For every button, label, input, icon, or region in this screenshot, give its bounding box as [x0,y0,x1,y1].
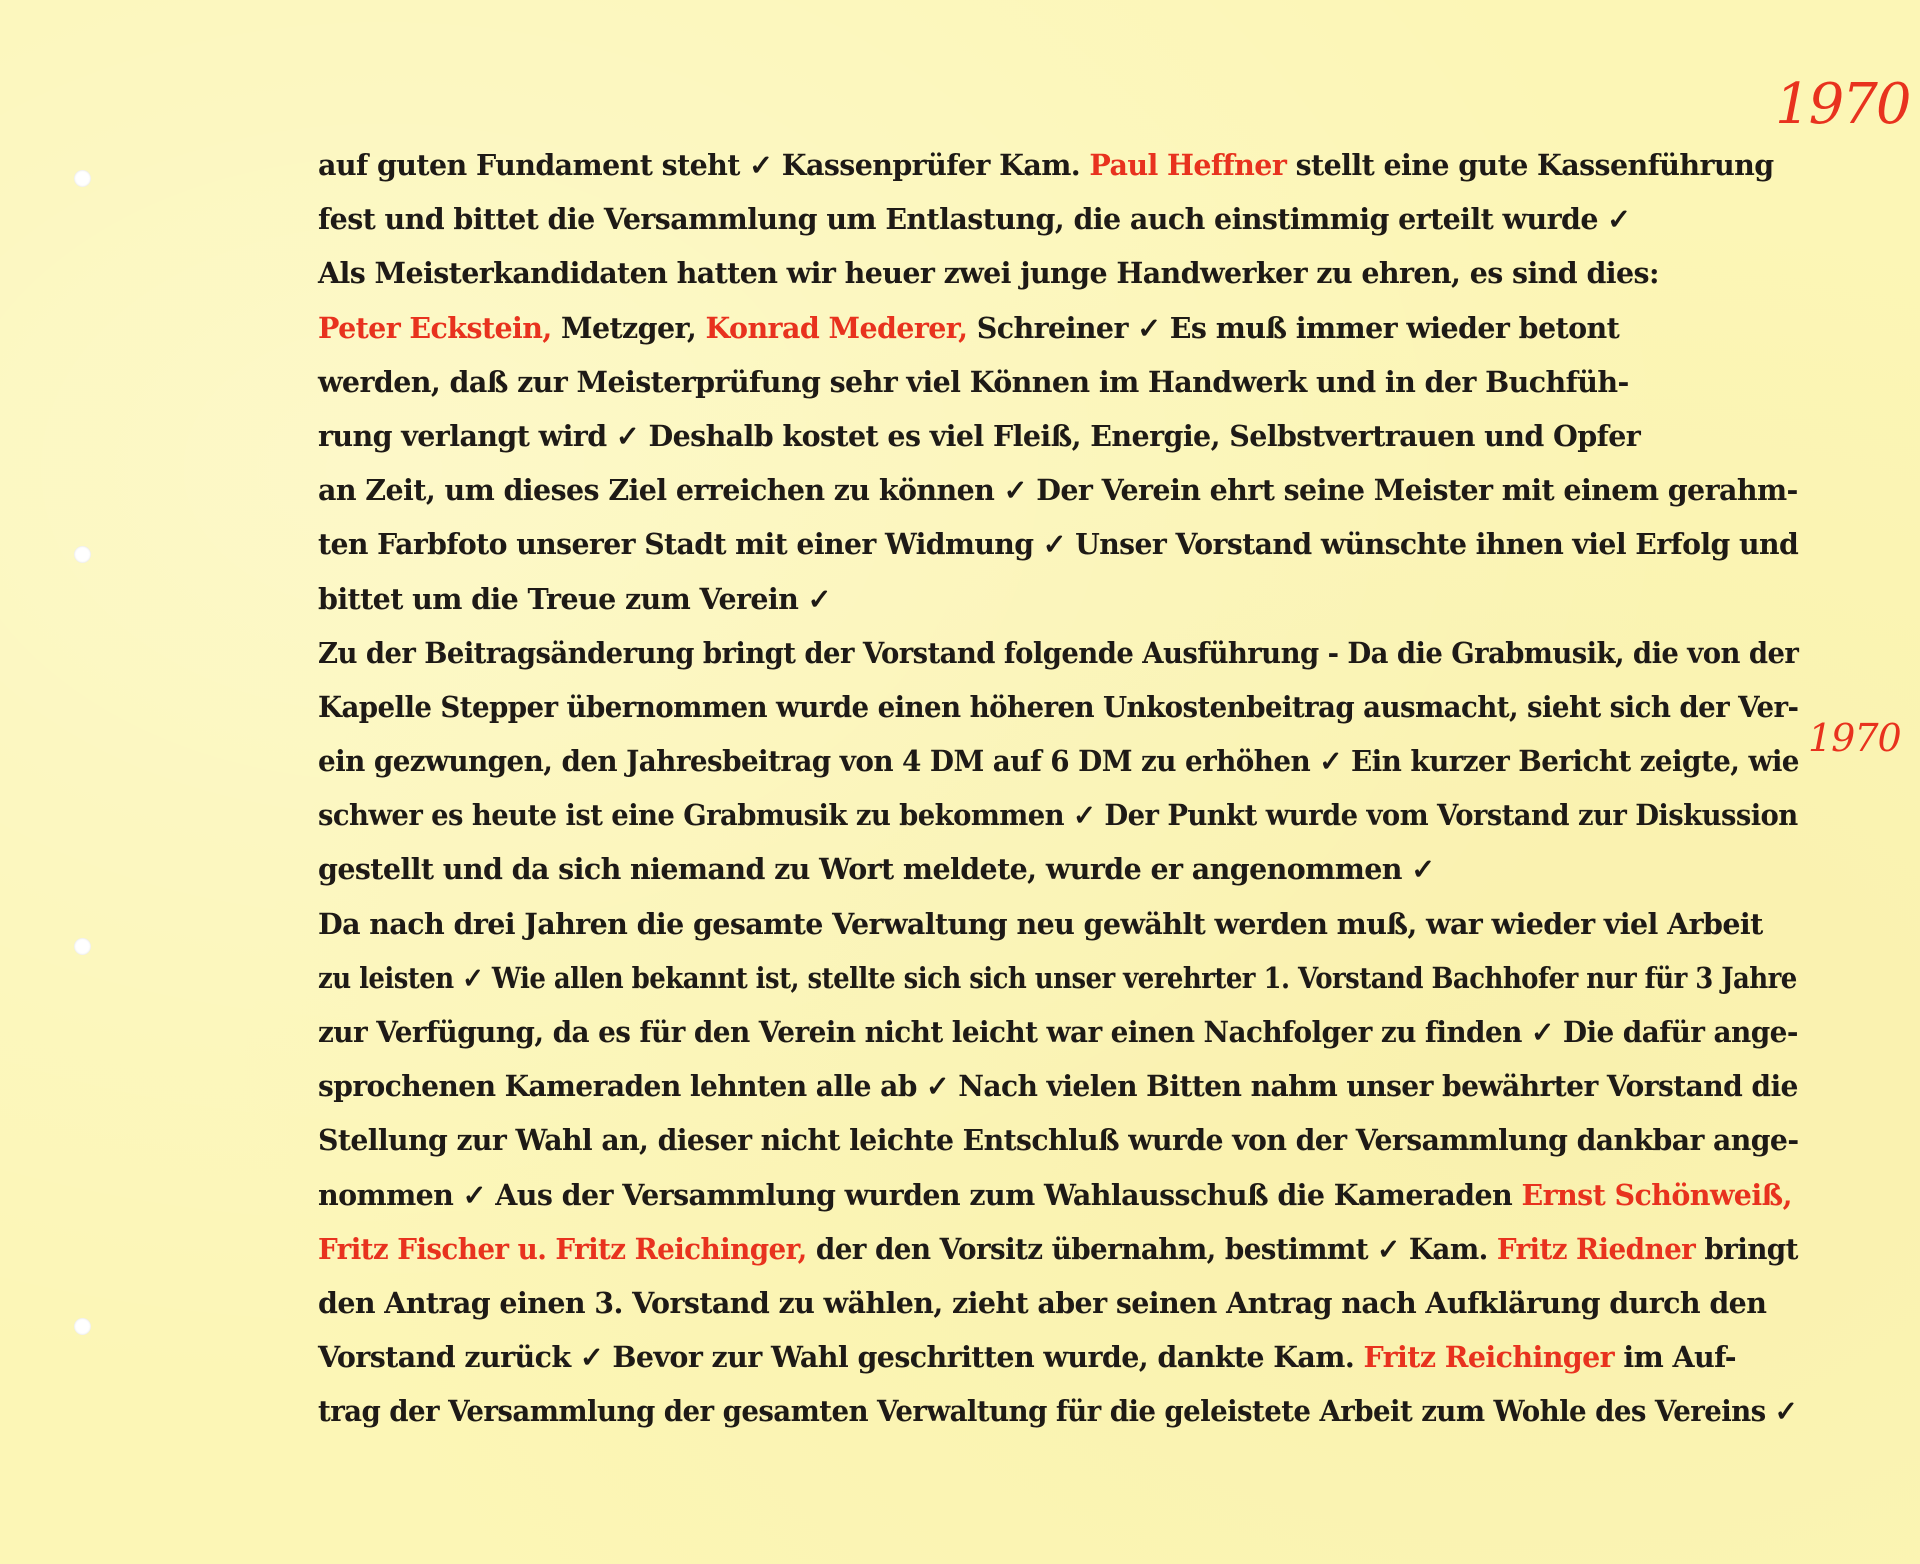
text-segment: Da nach drei Jahren die gesamte Verwaltung neu gewählt werden muß, war wieder viel Arbeit [318,906,1763,941]
text-segment: ein gezwungen, den Jahresbeitrag von 4 DM auf 6 DM zu erhöhen ✓ Ein kurzer Bericht zeigte, wie [318,744,1799,779]
text-segment: Schreiner ✓ Es muß immer wieder betont [967,310,1620,345]
punch-hole [74,170,91,187]
text-line [318,842,1798,896]
highlighted-name: Fritz Fischer u. Fritz Reichinger, [318,1231,807,1266]
text-segment: bittet um die Treue zum Verein ✓ [318,581,831,616]
text-segment: im Auf- [1614,1340,1737,1375]
text-line [318,1384,1798,1438]
text-segment: rung verlangt wird ✓ Deshalb kostet es viel Fleiß, Energie, Selbstvertrauen und Opfer [318,418,1641,453]
text-segment: schwer es heute ist eine Grabmusik zu bekommen ✓ Der Punkt wurde vom Vorstand zur Diskussion [318,798,1798,833]
text-segment: werden, daß zur Meisterprüfung sehr viel Können im Handwerk und in der Buchfüh- [318,364,1629,399]
text-line [318,1113,1799,1167]
text-line [318,246,1798,300]
text-segment: an Zeit, um dieses Ziel erreichen zu können ✓ Der Verein ehrt seine Meister mit einem gerahm- [318,473,1798,508]
handwritten-text-block [318,138,1798,1439]
text-segment: zu leisten ✓ Wie allen bekannt ist, stellte sich sich unser verehrter 1. Vorstand Bachhofer nur für 3 Jahre [318,960,1797,995]
text-segment: auf guten Fundament steht ✓ Kassenprüfer Kam. [318,148,1090,182]
text-segment: stellt eine gute Kassenführung [1286,148,1774,182]
text-line [318,192,1798,246]
text-segment: gestellt und da sich niemand zu Wort meldete, wurde er angenommen ✓ [318,852,1435,887]
punch-hole [74,938,91,955]
highlighted-name: Konrad Mederer, [705,310,968,345]
text-segment: Zu der Beitragsänderung bringt der Vorstand folgende Ausführung - Da die Grabmusik, die von der [318,635,1799,670]
text-line [318,1168,1798,1222]
text-segment: der den Vorsitz übernahm, bestimmt ✓ Kam. [806,1231,1497,1266]
text-segment: Kapelle Stepper übernommen wurde einen höheren Unkostenbeitrag ausmacht, sieht sich der Ver- [318,689,1799,724]
text-line [318,1330,1798,1384]
highlighted-name: Ernst Schönweiß, [1521,1177,1792,1212]
punch-hole [74,546,91,563]
highlighted-name: Paul Heffner [1089,148,1287,182]
text-line [318,301,1798,355]
year-annotation-margin: 1970 [1808,716,1901,760]
text-line [318,680,1799,734]
text-segment: nommen ✓ Aus der Versammlung wurden zum Wahlausschuß die Kameraden [318,1177,1522,1212]
year-annotation-top: 1970 [1775,72,1910,137]
text-segment: ten Farbfoto unserer Stadt mit einer Widmung ✓ Unser Vorstand wünschte ihnen viel Erfolg und [318,527,1799,562]
text-line [318,1222,1798,1276]
highlighted-name: Peter Eckstein, [318,310,552,345]
text-line [318,897,1798,951]
highlighted-name: Fritz Riedner [1496,1231,1696,1266]
text-line [318,1276,1798,1330]
text-segment: Metzger, [551,310,706,345]
text-line [318,138,1798,192]
text-segment: Stellung zur Wahl an, dieser nicht leichte Entschluß wurde von der Versammlung dankbar ange- [318,1123,1799,1158]
text-line [318,409,1798,463]
text-line [318,1059,1798,1113]
text-line [318,734,1799,788]
text-segment: bringt [1695,1231,1798,1266]
text-line [318,788,1798,842]
text-segment: trag der Versammlung der gesamten Verwaltung für die geleistete Arbeit zum Wohle des Vereins ✓ [318,1394,1798,1429]
text-segment: Vorstand zurück ✓ Bevor zur Wahl geschritten wurde, dankte Kam. [318,1340,1364,1375]
text-line [318,1005,1798,1059]
text-line [318,572,1798,626]
punch-hole [74,1318,91,1335]
highlighted-name: Fritz Reichinger [1363,1340,1615,1375]
text-segment: sprochenen Kameraden lehnten alle ab ✓ Nach vielen Bitten nahm unser bewährter Vorstand die [318,1069,1798,1104]
text-line [318,517,1799,571]
text-segment: Als Meisterkandidaten hatten wir heuer zwei junge Handwerker zu ehren, es sind dies: [318,256,1659,291]
text-line [318,951,1797,1005]
text-segment: den Antrag einen 3. Vorstand zu wählen, zieht aber seinen Antrag nach Aufklärung durch den [318,1285,1767,1320]
text-segment: zur Verfügung, da es für den Verein nicht leicht war einen Nachfolger zu finden ✓ Die dafür ange- [318,1015,1798,1049]
text-segment: fest und bittet die Versammlung um Entlastung, die auch einstimmig erteilt wurde ✓ [318,202,1631,237]
text-line [318,626,1799,680]
text-line [318,355,1798,409]
text-line [318,463,1798,517]
